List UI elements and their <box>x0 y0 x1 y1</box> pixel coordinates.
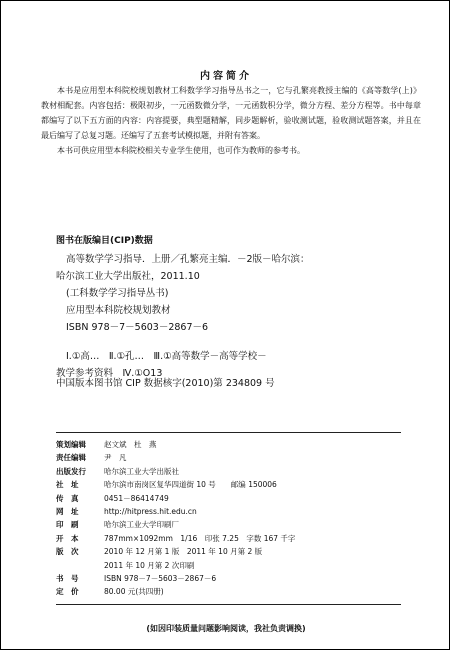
colophon-label: 印 刷 <box>56 520 79 530</box>
colophon-value: 哈尔滨工业大学印刷厂 <box>104 520 179 530</box>
print-quality-note: (如因印装质量问题影响阅读，我社负责调换) <box>146 624 306 633</box>
summary-paragraph: 本书可供应用型本科院校相关专业学生使用，也可作为教师的参考书。 <box>57 146 305 155</box>
summary-title: 内容简介 <box>200 71 252 82</box>
colophon-value: 赵文斌 杜 燕 <box>104 440 157 449</box>
colophon-row <box>56 545 295 558</box>
summary-text <box>41 83 421 158</box>
colophon-label: 策划编辑 <box>56 440 86 449</box>
colophon-label: 责任编辑 <box>56 453 86 463</box>
colophon-value: 尹 凡 <box>104 453 127 463</box>
colophon-row <box>56 465 295 478</box>
colophon-row <box>56 518 295 531</box>
colophon-label: 出版发行 <box>56 466 86 476</box>
colophon-row <box>56 505 295 518</box>
summary-paragraph: 本书是应用型本科院校规划教材工科数学学习指导丛书之一，它与孔繁亮教授主编的《高等数学(上)》教材相配套。内容包括：极限初步，一元函数微分学，一元函数积分学，微分方程、差分方程等。书中每章都编写了以下五方面的内容：内容提要，典型题精解，同步题解析，验收测试题，验收测试题答案，并且在最后编写了总复习题。还编写了五套考试模拟题，并附有答案。 <box>41 86 421 140</box>
colophon-row <box>56 478 295 491</box>
cip-line: 应用型本科院校规划教材 <box>66 305 171 316</box>
colophon-value: 哈尔滨工业大学出版社 <box>104 466 179 476</box>
colophon-label: 书 号 <box>56 574 79 584</box>
cip-line: Ⅰ.①高… Ⅱ.①孔… Ⅲ.①高等数学－高等学校－ <box>66 351 267 362</box>
colophon-row <box>56 532 295 545</box>
colophon-value: 哈尔滨市南岗区复华四道街 10 号 邮编 150006 <box>104 480 277 490</box>
colophon-row <box>56 585 295 598</box>
colophon-value: 0451－86414749 <box>104 493 169 503</box>
colophon-label: 版 次 <box>56 547 79 557</box>
cip-heading: 图书在版编目(CIP)数据 <box>56 236 153 246</box>
colophon-row <box>56 559 295 572</box>
colophon-label <box>56 559 104 572</box>
cip-line: (工科数学学习指导丛书) <box>66 288 169 299</box>
top-divider <box>56 432 401 433</box>
colophon-row <box>56 492 295 505</box>
colophon-label: 社 址 <box>56 480 79 490</box>
colophon-value: 80.00 元(共四册) <box>104 587 164 597</box>
cip-block <box>56 251 310 382</box>
bottom-divider <box>56 604 401 605</box>
colophon-label: 传 真 <box>56 493 79 503</box>
colophon-row <box>56 572 295 585</box>
colophon-value: ISBN 978－7－5603－2867－6 <box>104 574 217 584</box>
colophon-value: 787mm×1092mm 1/16 印张 7.25 字数 167 千字 <box>104 533 296 543</box>
colophon-row <box>56 451 295 464</box>
cip-record-number: 中国版本图书馆 CIP 数据核字(2010)第 234809 号 <box>56 378 275 389</box>
colophon-label: 开 本 <box>56 533 79 543</box>
cip-line: ISBN 978－7－5603－2867－6 <box>66 322 209 333</box>
colophon-value: 2011 年 10 月第 2 次印刷 <box>104 560 195 570</box>
colophon <box>56 438 295 599</box>
colophon-row <box>56 438 295 451</box>
colophon-label: 网 址 <box>56 507 79 517</box>
cip-line: 哈尔滨工业大学出版社，2011.10 <box>56 271 200 282</box>
cip-line: 高等数学学习指导．上册／孔繁亮主编．－2版－哈尔滨： <box>66 254 310 265</box>
cip-spacer <box>56 336 310 348</box>
cip-line: 教学参考资料 Ⅳ.①O13 <box>56 368 163 379</box>
colophon-label: 定 价 <box>56 587 79 597</box>
colophon-value: http://hitpress.hit.edu.cn <box>104 507 197 517</box>
colophon-value: 2010 年 12 月第 1 版 2011 年 10 月第 2 版 <box>104 547 263 557</box>
